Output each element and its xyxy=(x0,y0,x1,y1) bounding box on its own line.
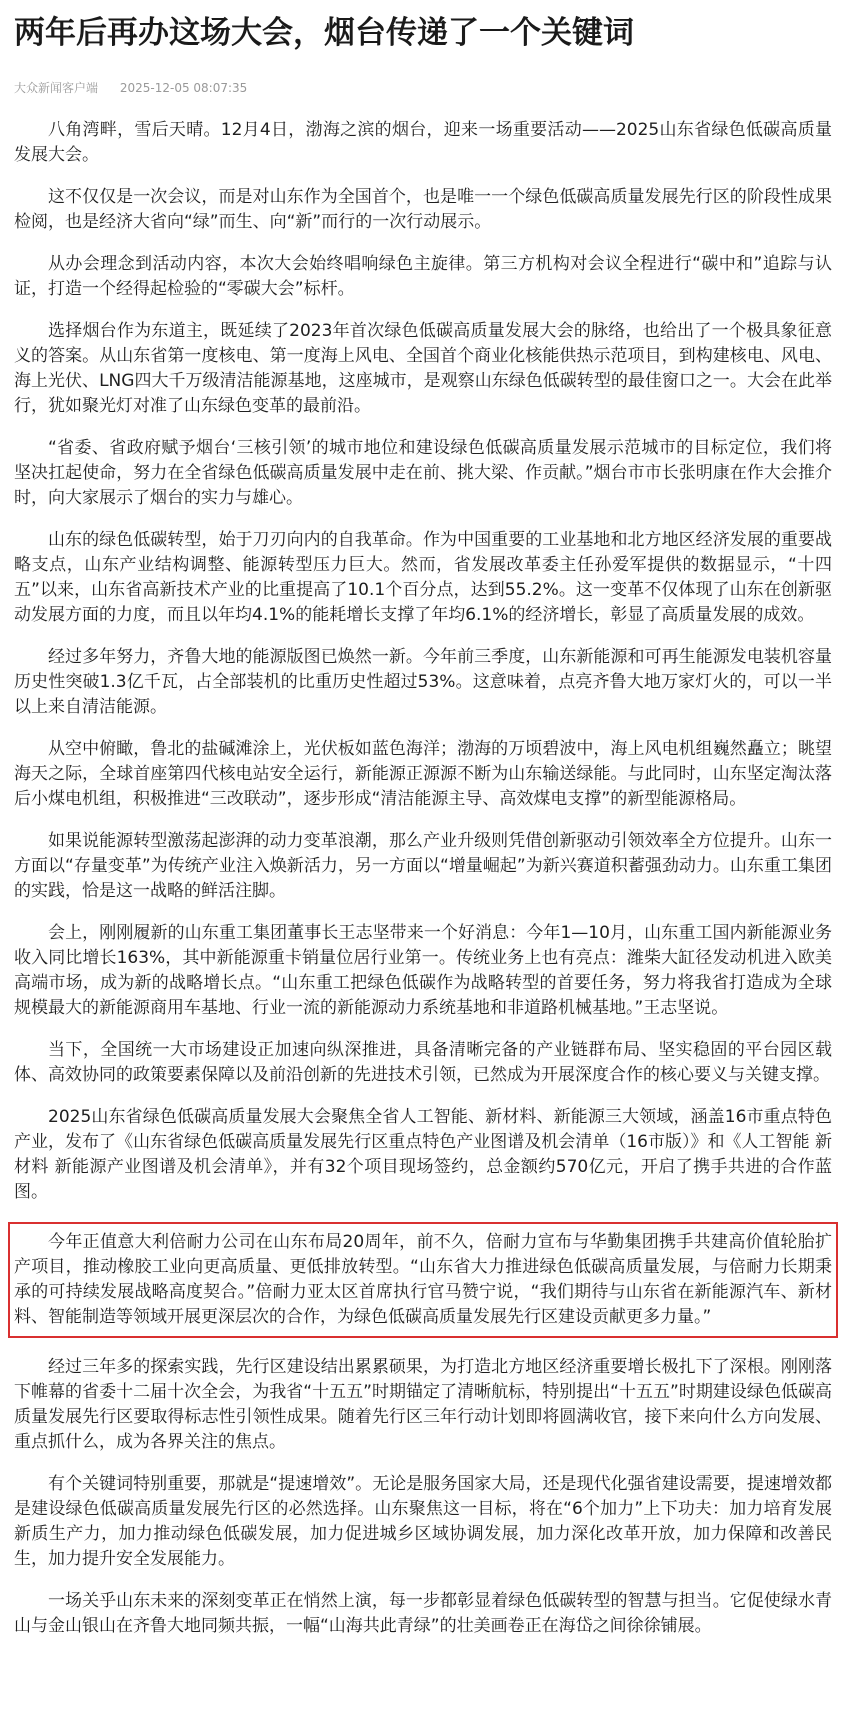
article-paragraph: 2025山东省绿色低碳高质量发展大会聚焦全省人工智能、新材料、新能源三大领域，涵盖16市重点特色产业，发布了《山东省绿色低碳高质量发展先行区重点特色产业图谱及机会清单（16市版）》和《人工智能 新材料 新能源产业图谱及机会清单》，并有32个项目现场签约，总金额约570亿元，开启了携手共进的合作蓝图。 xyxy=(14,1107,832,1202)
article-paragraph: 这不仅仅是一次会议，而是对山东作为全国首个，也是唯一一个绿色低碳高质量发展先行区的阶段性成果检阅，也是经济大省向“绿”而生、向“新”而行的一次行动展示。 xyxy=(14,187,832,232)
article-body xyxy=(14,118,832,1656)
article-paragraph: 经过三年多的探索实践，先行区建设结出累累硕果，为打造北方地区经济重要增长极扎下了深根。刚刚落下帷幕的省委十二届十次全会，为我省“十五五”时期锚定了清晰航标，特别提出“十五五”时期建设绿色低碳高质量发展先行区要取得标志性引领性成果。随着先行区三年行动计划即将圆满收官，接下来向什么方向发展、重点抓什么，成为各界关注的焦点。 xyxy=(14,1357,832,1452)
article-title: 两年后再办这场大会，烟台传递了一个关键词 xyxy=(14,15,634,51)
article-timestamp: 2025-12-05 08:07:35 xyxy=(119,81,248,95)
article-source: 大众新闻客户端 xyxy=(14,81,99,95)
highlighted-paragraph: 今年正值意大利倍耐力公司在山东布局20周年，前不久，倍耐力宣布与华勤集团携手共建高价值轮胎扩产项目，推动橡胶工业向更高质量、更低排放转型。“山东省大力推进绿色低碳高质量发展，与倍耐力长期秉承的可持续发展战略高度契合。”倍耐力亚太区首席执行官马赞宁说，“我们期待与山东省在新能源汽车、新材料、智能制造等领域开展更深层次的合作，为绿色低碳高质量发展先行区建设贡献更多力量。” xyxy=(8,1222,838,1338)
article-meta xyxy=(14,79,247,97)
article-paragraph: “省委、省政府赋予烟台‘三核引领’的城市地位和建设绿色低碳高质量发展示范城市的目标定位，我们将坚决扛起使命，努力在全省绿色低碳高质量发展中走在前、挑大梁、作贡献。”烟台市市长张明康在作大会推介时，向大家展示了烟台的实力与雄心。 xyxy=(14,438,832,508)
article-paragraph: 山东的绿色低碳转型，始于刀刃向内的自我革命。作为中国重要的工业基地和北方地区经济发展的重要战略支点，山东产业结构调整、能源转型压力巨大。然而，省发展改革委主任孙爱军提供的数据显示，“十四五”以来，山东省高新技术产业的比重提高了10.1个百分点，达到55.2%。这一变革不仅体现了山东在创新驱动发展方面的力度，而且以年均4.1%的能耗增长支撑了年均6.1%的经济增长，彰显了高质量发展的成效。 xyxy=(14,530,832,625)
article-paragraph: 如果说能源转型激荡起澎湃的动力变革浪潮，那么产业升级则凭借创新驱动引领效率全方位提升。山东一方面以“存量变革”为传统产业注入焕新活力，另一方面以“增量崛起”为新兴赛道积蓄强劲动力。山东重工集团的实践，恰是这一战略的鲜活注脚。 xyxy=(14,831,832,901)
article-paragraph: 从办会理念到活动内容，本次大会始终唱响绿色主旋律。第三方机构对会议全程进行“碳中和”追踪与认证，打造一个经得起检验的“零碳大会”标杆。 xyxy=(14,254,832,299)
article-paragraph: 会上，刚刚履新的山东重工集团董事长王志坚带来一个好消息：今年1—10月，山东重工国内新能源业务收入同比增长163%，其中新能源重卡销量位居行业第一。传统业务上也有亮点：潍柴大缸径发动机进入欧美高端市场，成为新的战略增长点。“山东重工把绿色低碳作为战略转型的首要任务，努力将我省打造成为全球规模最大的新能源商用车基地、行业一流的新能源动力系统基地和非道路机械基地。”王志坚说。 xyxy=(14,923,832,1018)
article-paragraph: 八角湾畔，雪后天晴。12月4日，渤海之滨的烟台，迎来一场重要活动——2025山东省绿色低碳高质量发展大会。 xyxy=(14,120,832,165)
article-paragraph: 从空中俯瞰，鲁北的盐碱滩涂上，光伏板如蓝色海洋；渤海的万顷碧波中，海上风电机组巍然矗立；眺望海天之际，全球首座第四代核电站安全运行，新能源正源源不断为山东输送绿能。与此同时，山东坚定淘汰落后小煤电机组，积极推进“三改联动”，逐步形成“清洁能源主导、高效煤电支撑”的新型能源格局。 xyxy=(14,739,832,809)
article-paragraph: 经过多年努力，齐鲁大地的能源版图已焕然一新。今年前三季度，山东新能源和可再生能源发电装机容量历史性突破1.3亿千瓦，占全部装机的比重历史性超过53%。这意味着，点亮齐鲁大地万家灯火的，可以一半以上来自清洁能源。 xyxy=(14,647,832,717)
article-paragraph: 选择烟台作为东道主，既延续了2023年首次绿色低碳高质量发展大会的脉络，也给出了一个极具象征意义的答案。从山东省第一度核电、第一度海上风电、全国首个商业化核能供热示范项目，到构建核电、风电、海上光伏、LNG四大千万级清洁能源基地，这座城市，是观察山东绿色低碳转型的最佳窗口之一。大会在此举行，犹如聚光灯对准了山东绿色变革的最前沿。 xyxy=(14,321,832,416)
article-paragraph: 一场关乎山东未来的深刻变革正在悄然上演，每一步都彰显着绿色低碳转型的智慧与担当。它促使绿水青山与金山银山在齐鲁大地同频共振，一幅“山海共此青绿”的壮美画卷正在海岱之间徐徐铺展。 xyxy=(14,1591,832,1636)
article-paragraph: 当下，全国统一大市场建设正加速向纵深推进，具备清晰完备的产业链群布局、坚实稳固的平台园区载体、高效协同的政策要素保障以及前沿创新的先进技术引领，已然成为开展深度合作的核心要义与关键支撑。 xyxy=(14,1040,832,1085)
article-paragraph: 有个关键词特别重要，那就是“提速增效”。无论是服务国家大局，还是现代化强省建设需要，提速增效都是建设绿色低碳高质量发展先行区的必然选择。山东聚焦这一目标，将在“6个加力”上下功夫：加力培育发展新质生产力，加力推动绿色低碳发展，加力促进城乡区域协调发展，加力深化改革开放，加力保障和改善民生，加力提升安全发展能力。 xyxy=(14,1474,832,1569)
